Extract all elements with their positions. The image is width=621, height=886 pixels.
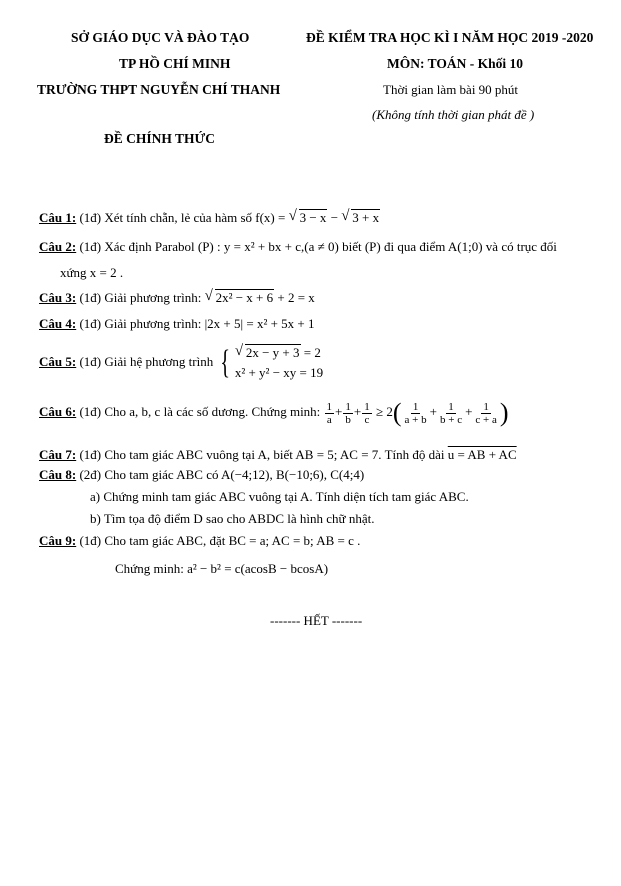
question-text: (1đ) Giải phương trình: xyxy=(76,316,205,331)
sqrt-expr: √ 3 − x xyxy=(289,210,328,226)
question-text: (1đ) Giải hệ phương trình xyxy=(76,353,217,369)
question-label: Câu 4: xyxy=(39,316,77,331)
dept-name: SỞ GIÁO DỤC VÀ ĐÀO TẠO xyxy=(71,30,250,45)
question-text: (1đ) Giải phương trình: xyxy=(76,290,205,305)
question-text: (1đ) Cho a, b, c là các số dương. Chứng minh: xyxy=(76,403,324,419)
question-text: (1đ) Cho tam giác ABC vuông tại A, biết AB = 5; AC = 7. Tính độ dài xyxy=(76,447,448,462)
equation-system: { √ 2x − y + 3 = 2 x² + y² − xy = 19 xyxy=(217,345,324,381)
exam-title: ĐỀ KIỂM TRA HỌC KÌ I NĂM HỌC 2019 -2020 xyxy=(306,30,594,45)
question-text: (1đ) Cho tam giác ABC, đặt BC = a; AC = b; AB = c . xyxy=(76,533,361,548)
question-9-proof xyxy=(115,561,328,577)
question-label: Câu 7: xyxy=(39,447,77,462)
question-label: Câu 9: xyxy=(39,533,77,548)
proof-label: Chứng minh: xyxy=(115,561,188,576)
vector-expr: u = AB + AC xyxy=(447,447,517,462)
duration-line: Thời gian làm bài 90 phút xyxy=(383,82,519,97)
math-expr: |2x + 5| = x² + 5x + 1 xyxy=(204,316,315,331)
question-6 xyxy=(39,400,509,426)
question-label: Câu 5: xyxy=(39,353,77,369)
sqrt-expr: √ 3 + x xyxy=(341,210,380,226)
question-1 xyxy=(39,210,380,226)
question-label: Câu 1: xyxy=(39,210,77,225)
duration-note: (Không tính thời gian phát đề ) xyxy=(372,107,535,122)
question-text: (1đ) Xét tính chẵn, lẻ của hàm số xyxy=(76,210,256,225)
math-expr: + 2 = x xyxy=(274,290,315,305)
question-7 xyxy=(39,447,517,463)
question-5 xyxy=(39,345,323,381)
question-2 xyxy=(39,239,557,255)
subject-line: MÔN: TOÁN - Khối 10 xyxy=(387,56,524,71)
question-9 xyxy=(39,533,360,549)
city-name: TP HỒ CHÍ MINH xyxy=(119,56,231,71)
question-8b: b) Tìm tọa độ điểm D sao cho ABDC là hình chữ nhật. xyxy=(90,511,375,526)
math-expr: f(x) = xyxy=(255,210,289,225)
math-expr: (P) : y = x² + bx + c,(a ≠ 0) xyxy=(197,239,339,254)
end-marker: ------- HẾT ------- xyxy=(270,613,363,628)
question-3 xyxy=(39,290,315,306)
question-8 xyxy=(39,467,364,483)
question-label: Câu 6: xyxy=(39,403,77,419)
question-label: Câu 8: xyxy=(39,467,77,482)
math-expr: − xyxy=(327,210,342,225)
inequality: $\frac{1}{a}$ + $\frac{1}{b}$ + $\frac{1}{c}$ ≥ 2( $\frac{1}{a + b}$ + $\frac{1}{b + c}$ + $\frac{1}{c + a}$ ) xyxy=(326,398,509,427)
question-label: Câu 3: xyxy=(39,290,77,305)
math-expr: a² − b² = c(acosB − bcosA) xyxy=(187,561,329,576)
question-2-line2: xứng x = 2 . xyxy=(60,265,124,280)
question-4 xyxy=(39,316,315,332)
sqrt-expr: √ 2x² − x + 6 xyxy=(205,290,275,306)
question-text: (2đ) Cho tam giác ABC có A(−4;12), B(−10;6), C(4;4) xyxy=(76,467,365,482)
school-name: TRƯỜNG THPT NGUYỄN CHÍ THANH xyxy=(37,82,281,97)
question-text: (1đ) Xác định Parabol xyxy=(76,239,198,254)
question-label: Câu 2: xyxy=(39,239,77,254)
question-text-cont: biết (P) đi qua điểm A(1;0) và có trục đối xyxy=(338,239,557,254)
official-label: ĐỀ CHÍNH THỨC xyxy=(104,131,216,146)
question-8a: a) Chứng minh tam giác ABC vuông tại A. Tính diện tích tam giác ABC. xyxy=(90,489,469,504)
